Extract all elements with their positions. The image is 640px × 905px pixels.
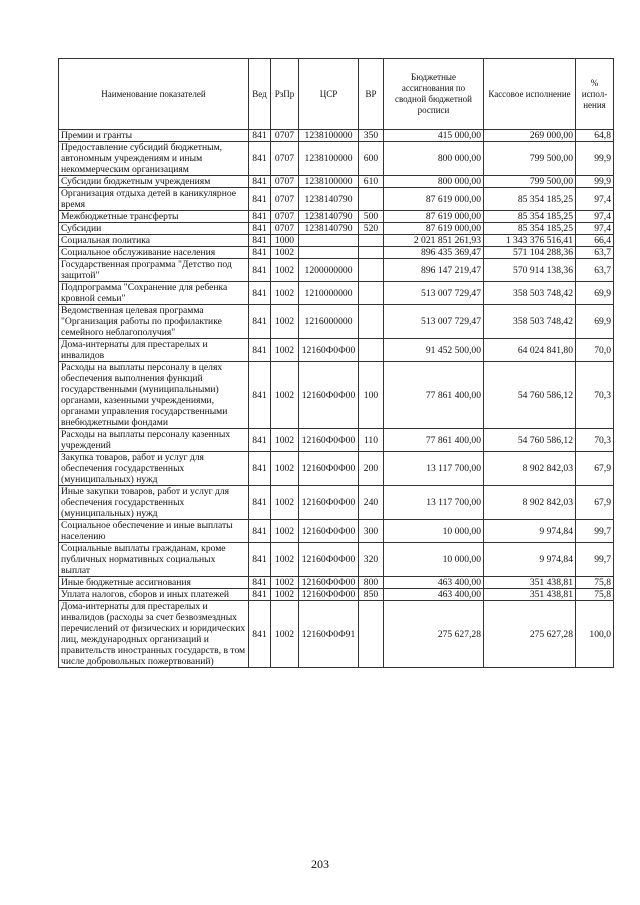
cell-ved: 841: [249, 235, 271, 247]
cell-name: Премии и гранты: [59, 130, 249, 142]
cell-alloc: 513 007 729,47: [384, 282, 484, 305]
cell-pct: 75,8: [576, 577, 614, 589]
cell-csr: 1200000000: [299, 259, 359, 282]
cell-csr: 12160Ф0Ф00: [299, 577, 359, 589]
cell-pct: 66,4: [576, 235, 614, 247]
cell-ved: 841: [249, 520, 271, 543]
cell-cash: 85 354 185,25: [484, 223, 576, 235]
cell-rzpr: 0707: [271, 176, 299, 188]
cell-csr: 1238140790: [299, 223, 359, 235]
cell-ved: 841: [249, 339, 271, 362]
cell-vr: [359, 235, 384, 247]
cell-rzpr: 1002: [271, 543, 299, 577]
cell-cash: 799 500,00: [484, 176, 576, 188]
cell-cash: 1 343 376 516,41: [484, 235, 576, 247]
table-row: [59, 305, 614, 339]
table-row: [59, 176, 614, 188]
cell-vr: 520: [359, 223, 384, 235]
cell-ved: 841: [249, 577, 271, 589]
cell-cash: 8 902 842,03: [484, 452, 576, 486]
budget-table: [58, 58, 614, 668]
cell-cash: 54 760 586,12: [484, 362, 576, 429]
cell-alloc: 91 452 500,00: [384, 339, 484, 362]
cell-vr: 240: [359, 486, 384, 520]
cell-name: Иные бюджетные ассигнования: [59, 577, 249, 589]
cell-csr: [299, 235, 359, 247]
cell-alloc: 896 435 369,47: [384, 247, 484, 259]
table-row: [59, 130, 614, 142]
cell-pct: 63,7: [576, 247, 614, 259]
cell-vr: 350: [359, 130, 384, 142]
page-number: 203: [311, 857, 329, 871]
cell-name: Социальная политика: [59, 235, 249, 247]
cell-ved: 841: [249, 589, 271, 601]
cell-rzpr: 0707: [271, 223, 299, 235]
cell-ved: 841: [249, 176, 271, 188]
cell-csr: [299, 247, 359, 259]
cell-vr: 850: [359, 589, 384, 601]
table-row: [59, 429, 614, 452]
cell-vr: 100: [359, 362, 384, 429]
cell-cash: 799 500,00: [484, 142, 576, 176]
cell-rzpr: 1002: [271, 601, 299, 668]
cell-alloc: 800 000,00: [384, 142, 484, 176]
cell-rzpr: 1002: [271, 429, 299, 452]
cell-name: Государственная программа "Детство под защитой": [59, 259, 249, 282]
cell-csr: 12160Ф0Ф00: [299, 339, 359, 362]
cell-vr: 600: [359, 142, 384, 176]
cell-cash: 571 104 288,36: [484, 247, 576, 259]
cell-ved: 841: [249, 142, 271, 176]
cell-alloc: 77 861 400,00: [384, 362, 484, 429]
cell-name: Социальное обслуживание населения: [59, 247, 249, 259]
cell-vr: 200: [359, 452, 384, 486]
cell-pct: 70,3: [576, 362, 614, 429]
cell-ved: 841: [249, 211, 271, 223]
cell-alloc: 87 619 000,00: [384, 188, 484, 211]
cell-csr: 1238100000: [299, 142, 359, 176]
cell-cash: 9 974,84: [484, 543, 576, 577]
cell-csr: 1238140790: [299, 211, 359, 223]
cell-csr: 12160Ф0Ф00: [299, 543, 359, 577]
cell-ved: 841: [249, 259, 271, 282]
header-name: Наименование показателей: [59, 59, 249, 130]
cell-cash: 351 438,81: [484, 589, 576, 601]
cell-pct: 67,9: [576, 452, 614, 486]
cell-name: Уплата налогов, сборов и иных платежей: [59, 589, 249, 601]
cell-ved: 841: [249, 601, 271, 668]
cell-rzpr: 0707: [271, 130, 299, 142]
cell-pct: 97,4: [576, 211, 614, 223]
cell-rzpr: 1002: [271, 452, 299, 486]
cell-alloc: 896 147 219,47: [384, 259, 484, 282]
cell-alloc: 87 619 000,00: [384, 223, 484, 235]
cell-name: Расходы на выплаты персоналу казенных учреждений: [59, 429, 249, 452]
table-row: [59, 247, 614, 259]
cell-name: Субсидии бюджетным учреждениям: [59, 176, 249, 188]
cell-pct: 67,9: [576, 486, 614, 520]
cell-cash: 85 354 185,25: [484, 188, 576, 211]
cell-name: Организация отдыха детей в каникулярное время: [59, 188, 249, 211]
cell-csr: 1238100000: [299, 130, 359, 142]
table-row: [59, 235, 614, 247]
cell-alloc: 87 619 000,00: [384, 211, 484, 223]
cell-name: Иные закупки товаров, работ и услуг для обеспечения государственных (муниципальных) нужд: [59, 486, 249, 520]
cell-vr: 610: [359, 176, 384, 188]
cell-cash: 8 902 842,03: [484, 486, 576, 520]
cell-ved: 841: [249, 188, 271, 211]
cell-csr: 1238140790: [299, 188, 359, 211]
cell-csr: 12160Ф0Ф00: [299, 452, 359, 486]
cell-alloc: 10 000,00: [384, 543, 484, 577]
cell-pct: 99,9: [576, 176, 614, 188]
table-row: [59, 543, 614, 577]
cell-ved: 841: [249, 223, 271, 235]
cell-cash: 570 914 138,36: [484, 259, 576, 282]
cell-csr: 1210000000: [299, 282, 359, 305]
cell-name: Межбюджетные трансферты: [59, 211, 249, 223]
cell-pct: 69,9: [576, 305, 614, 339]
cell-cash: 275 627,28: [484, 601, 576, 668]
cell-rzpr: 0707: [271, 142, 299, 176]
cell-vr: [359, 339, 384, 362]
cell-vr: [359, 305, 384, 339]
header-cash: Кассовое исполнение: [484, 59, 576, 130]
cell-name: Расходы на выплаты персоналу в целях обеспечения выполнения функций государственными (муниципальными) органами, казенными учреждениями, органами управления государственными внебюджетными фондами: [59, 362, 249, 429]
cell-rzpr: 1002: [271, 520, 299, 543]
cell-vr: 110: [359, 429, 384, 452]
cell-csr: 12160Ф0Ф00: [299, 362, 359, 429]
cell-alloc: 415 000,00: [384, 130, 484, 142]
cell-csr: 12160Ф0Ф00: [299, 520, 359, 543]
table-row: [59, 282, 614, 305]
table-row: [59, 486, 614, 520]
cell-name: Предоставление субсидий бюджетным, автономным учреждениям и иным некоммерческим организациям: [59, 142, 249, 176]
cell-rzpr: 1002: [271, 247, 299, 259]
cell-ved: 841: [249, 486, 271, 520]
cell-pct: 70,3: [576, 429, 614, 452]
cell-cash: 358 503 748,42: [484, 282, 576, 305]
cell-alloc: 10 000,00: [384, 520, 484, 543]
cell-alloc: 13 117 700,00: [384, 486, 484, 520]
table-row: [59, 589, 614, 601]
cell-vr: [359, 247, 384, 259]
cell-pct: 99,7: [576, 520, 614, 543]
cell-vr: 300: [359, 520, 384, 543]
cell-pct: 99,9: [576, 142, 614, 176]
cell-rzpr: 1002: [271, 486, 299, 520]
cell-name: Социальные выплаты гражданам, кроме публичных нормативных социальных выплат: [59, 543, 249, 577]
cell-vr: [359, 188, 384, 211]
cell-alloc: 513 007 729,47: [384, 305, 484, 339]
cell-cash: 9 974,84: [484, 520, 576, 543]
cell-pct: 97,4: [576, 223, 614, 235]
header-pct: % испол-нения: [576, 59, 614, 130]
header-vr: ВР: [359, 59, 384, 130]
cell-ved: 841: [249, 429, 271, 452]
cell-pct: 64,8: [576, 130, 614, 142]
table-row: [59, 339, 614, 362]
table-row: [59, 520, 614, 543]
cell-alloc: 463 400,00: [384, 577, 484, 589]
cell-name: Ведомственная целевая программа "Организация работы по профилактике семейного неблагополучия": [59, 305, 249, 339]
cell-name: Подпрограмма "Сохранение для ребенка кровной семьи": [59, 282, 249, 305]
table-row: [59, 601, 614, 668]
cell-alloc: 275 627,28: [384, 601, 484, 668]
cell-rzpr: 1002: [271, 362, 299, 429]
cell-name: Дома-интернаты для престарелых и инвалидов (расходы за счет безвозмездных перечислений от физических и юридических лиц, международных организаций и правительств иностранных государств, в том числе добровольных пожертвований): [59, 601, 249, 668]
cell-cash: 269 000,00: [484, 130, 576, 142]
cell-rzpr: 0707: [271, 188, 299, 211]
cell-name: Субсидии: [59, 223, 249, 235]
cell-pct: 97,4: [576, 188, 614, 211]
table-row: [59, 223, 614, 235]
header-row: [59, 59, 614, 130]
table-row: [59, 577, 614, 589]
cell-pct: 75,8: [576, 589, 614, 601]
cell-rzpr: 1002: [271, 589, 299, 601]
cell-vr: [359, 601, 384, 668]
cell-ved: 841: [249, 452, 271, 486]
cell-name: Закупка товаров, работ и услуг для обеспечения государственных (муниципальных) нужд: [59, 452, 249, 486]
table-row: [59, 142, 614, 176]
cell-cash: 351 438,81: [484, 577, 576, 589]
table-row: [59, 362, 614, 429]
cell-alloc: 77 861 400,00: [384, 429, 484, 452]
cell-vr: [359, 282, 384, 305]
cell-ved: 841: [249, 130, 271, 142]
cell-alloc: 2 021 851 261,93: [384, 235, 484, 247]
cell-vr: 500: [359, 211, 384, 223]
table-row: [59, 452, 614, 486]
cell-cash: 54 760 586,12: [484, 429, 576, 452]
cell-name: Дома-интернаты для престарелых и инвалидов: [59, 339, 249, 362]
header-alloc: Бюджетные ассигнования по сводной бюджетной росписи: [384, 59, 484, 130]
cell-alloc: 463 400,00: [384, 589, 484, 601]
cell-vr: 800: [359, 577, 384, 589]
cell-rzpr: 1002: [271, 259, 299, 282]
cell-cash: 64 024 841,80: [484, 339, 576, 362]
table-row: [59, 259, 614, 282]
cell-csr: 1216000000: [299, 305, 359, 339]
cell-ved: 841: [249, 362, 271, 429]
table-row: [59, 211, 614, 223]
cell-rzpr: 1002: [271, 339, 299, 362]
cell-csr: 12160Ф0Ф00: [299, 589, 359, 601]
table-row: [59, 188, 614, 211]
cell-csr: 12160Ф0Ф00: [299, 486, 359, 520]
cell-cash: 358 503 748,42: [484, 305, 576, 339]
cell-pct: 63,7: [576, 259, 614, 282]
cell-rzpr: 1000: [271, 235, 299, 247]
cell-rzpr: 1002: [271, 282, 299, 305]
cell-ved: 841: [249, 282, 271, 305]
cell-csr: 12160Ф0Ф91: [299, 601, 359, 668]
cell-vr: 320: [359, 543, 384, 577]
header-ved: Вед: [249, 59, 271, 130]
cell-csr: 1238100000: [299, 176, 359, 188]
cell-rzpr: 0707: [271, 211, 299, 223]
cell-alloc: 13 117 700,00: [384, 452, 484, 486]
cell-ved: 841: [249, 305, 271, 339]
cell-pct: 100,0: [576, 601, 614, 668]
cell-rzpr: 1002: [271, 577, 299, 589]
cell-pct: 69,9: [576, 282, 614, 305]
cell-name: Социальное обеспечение и иные выплаты населению: [59, 520, 249, 543]
table-body: [59, 130, 614, 668]
cell-csr: 12160Ф0Ф00: [299, 429, 359, 452]
header-rzpr: РзПр: [271, 59, 299, 130]
cell-pct: 70,0: [576, 339, 614, 362]
cell-pct: 99,7: [576, 543, 614, 577]
cell-cash: 85 354 185,25: [484, 211, 576, 223]
header-csr: ЦСР: [299, 59, 359, 130]
cell-alloc: 800 000,00: [384, 176, 484, 188]
cell-vr: [359, 259, 384, 282]
cell-rzpr: 1002: [271, 305, 299, 339]
cell-ved: 841: [249, 543, 271, 577]
cell-ved: 841: [249, 247, 271, 259]
